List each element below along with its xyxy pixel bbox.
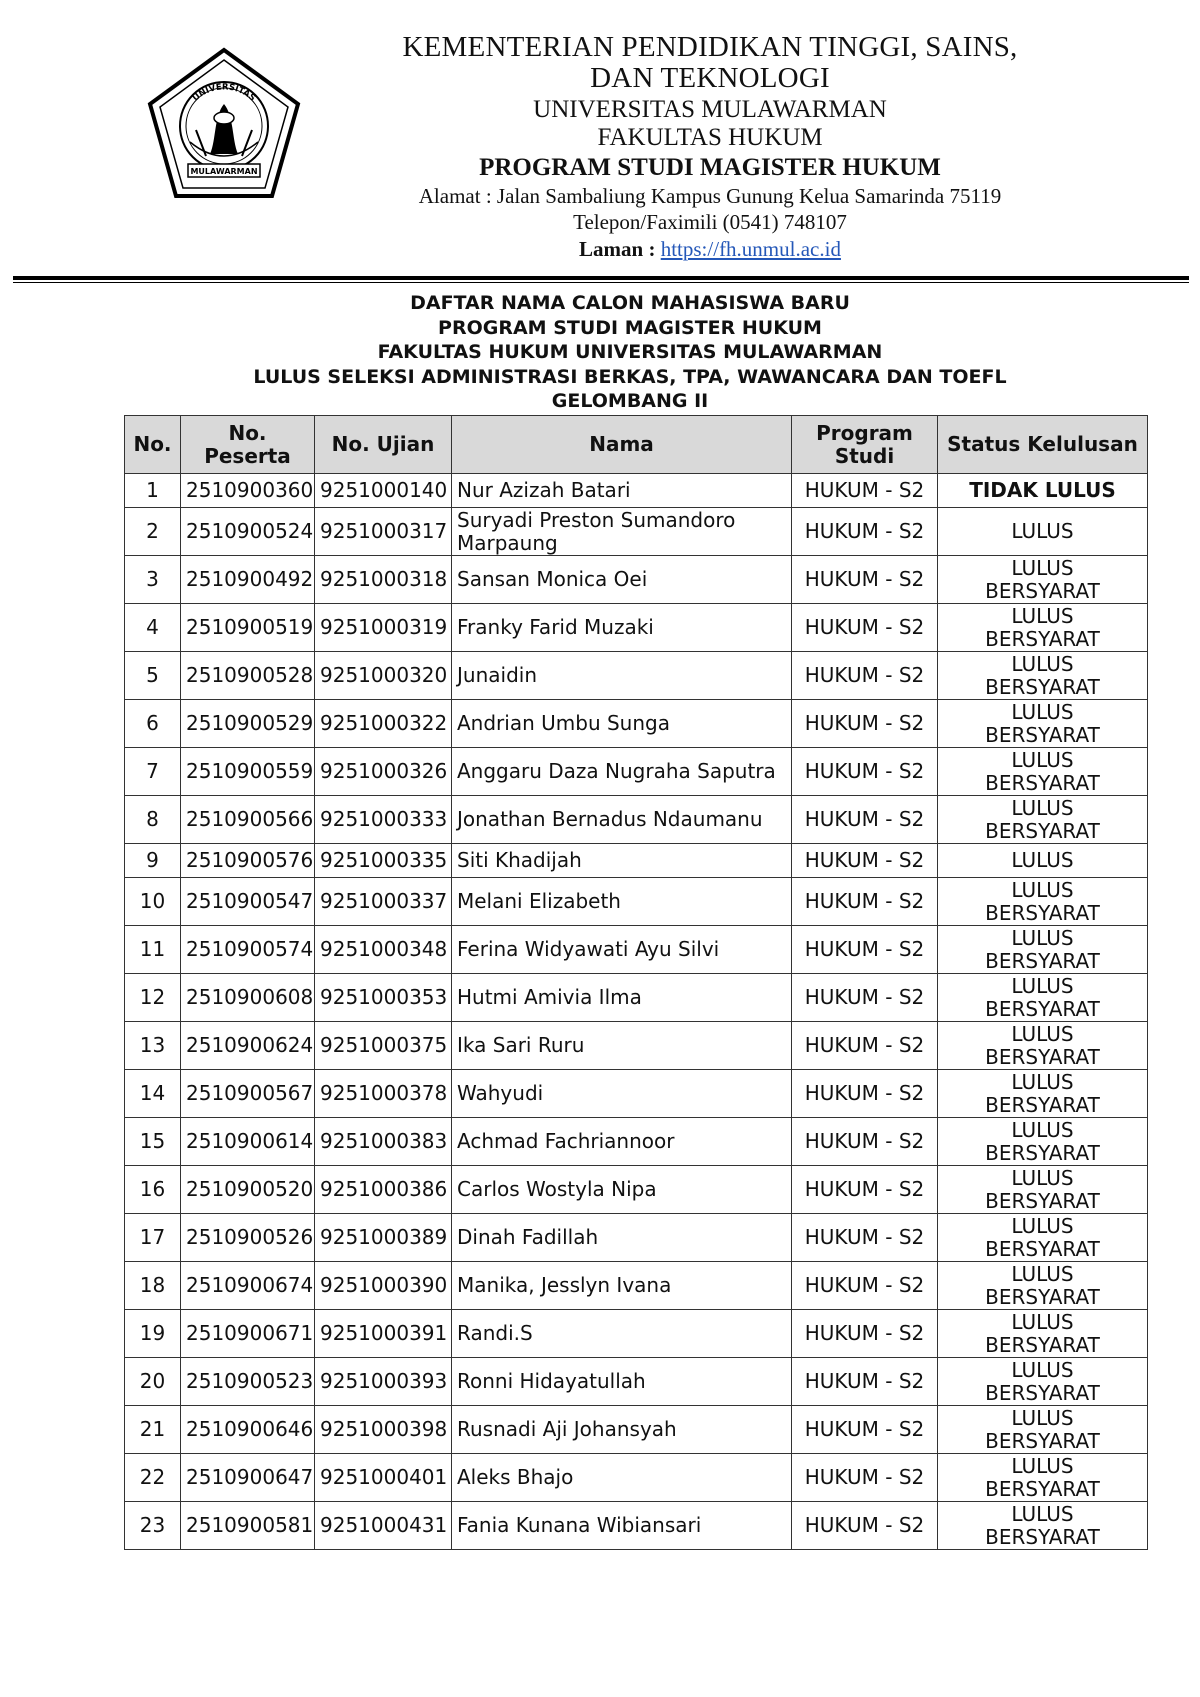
table-body bbox=[125, 474, 1148, 1550]
letterhead-ministry: KEMENTERIAN PENDIDIKAN TINGGI, SAINS, bbox=[402, 31, 1018, 63]
cell-peserta: 2510900523 bbox=[181, 1358, 315, 1406]
cell-status: LULUS BERSYARAT bbox=[938, 1310, 1148, 1358]
cell-no: 19 bbox=[125, 1310, 181, 1358]
cell-nama: Ronni Hidayatullah bbox=[452, 1358, 792, 1406]
cell-program: HUKUM - S2 bbox=[792, 508, 938, 556]
cell-program: HUKUM - S2 bbox=[792, 844, 938, 878]
cell-ujian: 9251000393 bbox=[315, 1358, 452, 1406]
letterhead-address: Alamat : Jalan Sambaliung Kampus Gunung Kelua Samarinda 75119 bbox=[418, 183, 1002, 208]
cell-peserta: 2510900624 bbox=[181, 1022, 315, 1070]
university-logo bbox=[144, 46, 304, 206]
cell-ujian: 9251000348 bbox=[315, 926, 452, 974]
table-row bbox=[125, 1262, 1148, 1310]
cell-program: HUKUM - S2 bbox=[792, 1454, 938, 1502]
cell-program: HUKUM - S2 bbox=[792, 1166, 938, 1214]
cell-nama: Randi.S bbox=[452, 1310, 792, 1358]
cell-no: 5 bbox=[125, 652, 181, 700]
cell-nama: Achmad Fachriannoor bbox=[452, 1118, 792, 1166]
cell-program: HUKUM - S2 bbox=[792, 1262, 938, 1310]
cell-program: HUKUM - S2 bbox=[792, 1022, 938, 1070]
cell-no: 22 bbox=[125, 1454, 181, 1502]
cell-no: 23 bbox=[125, 1502, 181, 1550]
cell-no: 12 bbox=[125, 974, 181, 1022]
cell-nama: Dinah Fadillah bbox=[452, 1214, 792, 1262]
cell-program: HUKUM - S2 bbox=[792, 1118, 938, 1166]
cell-program: HUKUM - S2 bbox=[792, 926, 938, 974]
cell-peserta: 2510900574 bbox=[181, 926, 315, 974]
table-row bbox=[125, 1022, 1148, 1070]
cell-program: HUKUM - S2 bbox=[792, 604, 938, 652]
table-row bbox=[125, 508, 1148, 556]
cell-peserta: 2510900524 bbox=[181, 508, 315, 556]
table-row bbox=[125, 748, 1148, 796]
cell-program: HUKUM - S2 bbox=[792, 748, 938, 796]
cell-nama: Siti Khadijah bbox=[452, 844, 792, 878]
cell-nama: Suryadi Preston Sumandoro Marpaung bbox=[452, 508, 792, 556]
letterhead-rule-thin bbox=[13, 282, 1189, 283]
cell-program: HUKUM - S2 bbox=[792, 1502, 938, 1550]
cell-status: LULUS bbox=[938, 844, 1148, 878]
table-row bbox=[125, 1358, 1148, 1406]
table-row bbox=[125, 796, 1148, 844]
letterhead-ministry-cont: DAN TEKNOLOGI bbox=[590, 62, 830, 95]
cell-status: LULUS BERSYARAT bbox=[938, 796, 1148, 844]
cell-peserta: 2510900566 bbox=[181, 796, 315, 844]
cell-peserta: 2510900547 bbox=[181, 878, 315, 926]
cell-status: LULUS BERSYARAT bbox=[938, 1214, 1148, 1262]
website-link[interactable]: https://fh.unmul.ac.id bbox=[660, 236, 841, 261]
cell-no: 10 bbox=[125, 878, 181, 926]
candidate-table bbox=[124, 415, 1148, 1550]
cell-peserta: 2510900526 bbox=[181, 1214, 315, 1262]
table-row bbox=[125, 1070, 1148, 1118]
cell-nama: Aleks Bhajo bbox=[452, 1454, 792, 1502]
cell-status: LULUS BERSYARAT bbox=[938, 1406, 1148, 1454]
cell-nama: Carlos Wostyla Nipa bbox=[452, 1166, 792, 1214]
cell-ujian: 9251000319 bbox=[315, 604, 452, 652]
cell-nama: Ferina Widyawati Ayu Silvi bbox=[452, 926, 792, 974]
cell-peserta: 2510900559 bbox=[181, 748, 315, 796]
cell-status: LULUS BERSYARAT bbox=[938, 1502, 1148, 1550]
cell-nama: Wahyudi bbox=[452, 1070, 792, 1118]
cell-status: LULUS BERSYARAT bbox=[938, 748, 1148, 796]
cell-program: HUKUM - S2 bbox=[792, 1358, 938, 1406]
table-row bbox=[125, 556, 1148, 604]
letterhead-rule bbox=[13, 276, 1189, 280]
cell-peserta: 2510900519 bbox=[181, 604, 315, 652]
table-row bbox=[125, 604, 1148, 652]
cell-no: 20 bbox=[125, 1358, 181, 1406]
cell-program: HUKUM - S2 bbox=[792, 796, 938, 844]
cell-ujian: 9251000140 bbox=[315, 474, 452, 508]
cell-peserta: 2510900576 bbox=[181, 844, 315, 878]
cell-ujian: 9251000353 bbox=[315, 974, 452, 1022]
logo-text-bottom: MULAWARMAN bbox=[190, 167, 258, 176]
cell-ujian: 9251000333 bbox=[315, 796, 452, 844]
cell-status: LULUS BERSYARAT bbox=[938, 1166, 1148, 1214]
cell-no: 15 bbox=[125, 1118, 181, 1166]
cell-status: LULUS BERSYARAT bbox=[938, 556, 1148, 604]
cell-status: LULUS BERSYARAT bbox=[938, 974, 1148, 1022]
cell-ujian: 9251000322 bbox=[315, 700, 452, 748]
cell-program: HUKUM - S2 bbox=[792, 556, 938, 604]
title-line: FAKULTAS HUKUM UNIVERSITAS MULAWARMAN bbox=[377, 341, 883, 363]
cell-program: HUKUM - S2 bbox=[792, 474, 938, 508]
cell-peserta: 2510900674 bbox=[181, 1262, 315, 1310]
cell-no: 14 bbox=[125, 1070, 181, 1118]
cell-peserta: 2510900528 bbox=[181, 652, 315, 700]
cell-no: 8 bbox=[125, 796, 181, 844]
cell-ujian: 9251000335 bbox=[315, 844, 452, 878]
cell-program: HUKUM - S2 bbox=[792, 974, 938, 1022]
cell-status: LULUS BERSYARAT bbox=[938, 926, 1148, 974]
cell-peserta: 2510900608 bbox=[181, 974, 315, 1022]
cell-peserta: 2510900567 bbox=[181, 1070, 315, 1118]
cell-peserta: 2510900614 bbox=[181, 1118, 315, 1166]
cell-peserta: 2510900492 bbox=[181, 556, 315, 604]
cell-ujian: 9251000383 bbox=[315, 1118, 452, 1166]
document-title bbox=[120, 291, 1140, 414]
table-row bbox=[125, 474, 1148, 508]
cell-no: 11 bbox=[125, 926, 181, 974]
cell-peserta: 2510900647 bbox=[181, 1454, 315, 1502]
cell-nama: Ika Sari Ruru bbox=[452, 1022, 792, 1070]
cell-status: LULUS BERSYARAT bbox=[938, 604, 1148, 652]
cell-nama: Hutmi Amivia Ilma bbox=[452, 974, 792, 1022]
cell-ujian: 9251000398 bbox=[315, 1406, 452, 1454]
header-nama: Nama bbox=[452, 416, 792, 474]
cell-no: 7 bbox=[125, 748, 181, 796]
cell-peserta: 2510900581 bbox=[181, 1502, 315, 1550]
cell-ujian: 9251000390 bbox=[315, 1262, 452, 1310]
cell-no: 9 bbox=[125, 844, 181, 878]
cell-nama: Junaidin bbox=[452, 652, 792, 700]
cell-peserta: 2510900529 bbox=[181, 700, 315, 748]
cell-status: LULUS BERSYARAT bbox=[938, 878, 1148, 926]
cell-nama: Fania Kunana Wibiansari bbox=[452, 1502, 792, 1550]
cell-status: LULUS BERSYARAT bbox=[938, 1454, 1148, 1502]
cell-ujian: 9251000401 bbox=[315, 1454, 452, 1502]
cell-peserta: 2510900646 bbox=[181, 1406, 315, 1454]
cell-ujian: 9251000391 bbox=[315, 1310, 452, 1358]
cell-ujian: 9251000375 bbox=[315, 1022, 452, 1070]
cell-ujian: 9251000320 bbox=[315, 652, 452, 700]
cell-no: 1 bbox=[125, 474, 181, 508]
table-row bbox=[125, 844, 1148, 878]
cell-program: HUKUM - S2 bbox=[792, 1214, 938, 1262]
table-row bbox=[125, 878, 1148, 926]
table-row bbox=[125, 1166, 1148, 1214]
cell-program: HUKUM - S2 bbox=[792, 878, 938, 926]
cell-nama: Nur Azizah Batari bbox=[452, 474, 792, 508]
cell-no: 16 bbox=[125, 1166, 181, 1214]
cell-status: LULUS BERSYARAT bbox=[938, 1358, 1148, 1406]
table-row bbox=[125, 652, 1148, 700]
cell-program: HUKUM - S2 bbox=[792, 1070, 938, 1118]
cell-status: TIDAK LULUS bbox=[938, 474, 1148, 508]
table-row bbox=[125, 1310, 1148, 1358]
cell-ujian: 9251000431 bbox=[315, 1502, 452, 1550]
website-label: Laman : bbox=[579, 236, 656, 261]
cell-ujian: 9251000317 bbox=[315, 508, 452, 556]
cell-ujian: 9251000326 bbox=[315, 748, 452, 796]
cell-no: 13 bbox=[125, 1022, 181, 1070]
cell-no: 6 bbox=[125, 700, 181, 748]
cell-program: HUKUM - S2 bbox=[792, 1310, 938, 1358]
table-row bbox=[125, 974, 1148, 1022]
table-row bbox=[125, 1454, 1148, 1502]
cell-nama: Jonathan Bernadus Ndaumanu bbox=[452, 796, 792, 844]
letterhead-phone: Telepon/Faximili (0541) 748107 bbox=[573, 210, 847, 235]
cell-status: LULUS BERSYARAT bbox=[938, 1262, 1148, 1310]
title-line: PROGRAM STUDI MAGISTER HUKUM bbox=[438, 316, 822, 339]
cell-status: LULUS BERSYARAT bbox=[938, 1022, 1148, 1070]
cell-peserta: 2510900360 bbox=[181, 474, 315, 508]
cell-status: LULUS BERSYARAT bbox=[938, 1118, 1148, 1166]
title-line: DAFTAR NAMA CALON MAHASISWA BARU bbox=[410, 292, 850, 314]
cell-ujian: 9251000378 bbox=[315, 1070, 452, 1118]
letterhead bbox=[330, 32, 1090, 262]
cell-no: 3 bbox=[125, 556, 181, 604]
letterhead-university: UNIVERSITAS MULAWARMAN bbox=[533, 95, 887, 123]
cell-peserta: 2510900520 bbox=[181, 1166, 315, 1214]
cell-no: 4 bbox=[125, 604, 181, 652]
cell-nama: Sansan Monica Oei bbox=[452, 556, 792, 604]
title-line: LULUS SELEKSI ADMINISTRASI BERKAS, TPA, WAWANCARA DAN TOEFL bbox=[253, 365, 1007, 388]
header-no: No. bbox=[125, 416, 181, 474]
cell-ujian: 9251000318 bbox=[315, 556, 452, 604]
letterhead-program: PROGRAM STUDI MAGISTER HUKUM bbox=[479, 153, 941, 181]
title-line: GELOMBANG II bbox=[551, 390, 709, 412]
table-row bbox=[125, 1406, 1148, 1454]
table-row bbox=[125, 700, 1148, 748]
cell-nama: Rusnadi Aji Johansyah bbox=[452, 1406, 792, 1454]
cell-nama: Anggaru Daza Nugraha Saputra bbox=[452, 748, 792, 796]
cell-ujian: 9251000337 bbox=[315, 878, 452, 926]
cell-no: 21 bbox=[125, 1406, 181, 1454]
cell-status: LULUS BERSYARAT bbox=[938, 652, 1148, 700]
cell-no: 18 bbox=[125, 1262, 181, 1310]
letterhead-faculty: FAKULTAS HUKUM bbox=[597, 124, 823, 152]
table-row bbox=[125, 926, 1148, 974]
table-row bbox=[125, 1118, 1148, 1166]
cell-program: HUKUM - S2 bbox=[792, 1406, 938, 1454]
cell-status: LULUS bbox=[938, 508, 1148, 556]
header-status: Status Kelulusan bbox=[938, 416, 1148, 474]
cell-no: 17 bbox=[125, 1214, 181, 1262]
cell-nama: Andrian Umbu Sunga bbox=[452, 700, 792, 748]
cell-nama: Melani Elizabeth bbox=[452, 878, 792, 926]
header-program: Program Studi bbox=[792, 416, 938, 474]
logo-text-top: UNIVERSITAS bbox=[190, 82, 258, 104]
cell-program: HUKUM - S2 bbox=[792, 700, 938, 748]
cell-no: 2 bbox=[125, 508, 181, 556]
cell-status: LULUS BERSYARAT bbox=[938, 1070, 1148, 1118]
cell-nama: Franky Farid Muzaki bbox=[452, 604, 792, 652]
cell-ujian: 9251000386 bbox=[315, 1166, 452, 1214]
letterhead-website bbox=[330, 236, 1090, 262]
table-row bbox=[125, 1214, 1148, 1262]
table-header-row bbox=[125, 416, 1148, 474]
cell-program: HUKUM - S2 bbox=[792, 652, 938, 700]
header-ujian: No. Ujian bbox=[315, 416, 452, 474]
cell-peserta: 2510900671 bbox=[181, 1310, 315, 1358]
table-row bbox=[125, 1502, 1148, 1550]
cell-ujian: 9251000389 bbox=[315, 1214, 452, 1262]
cell-status: LULUS BERSYARAT bbox=[938, 700, 1148, 748]
header-peserta: No. Peserta bbox=[181, 416, 315, 474]
cell-nama: Manika, Jesslyn Ivana bbox=[452, 1262, 792, 1310]
